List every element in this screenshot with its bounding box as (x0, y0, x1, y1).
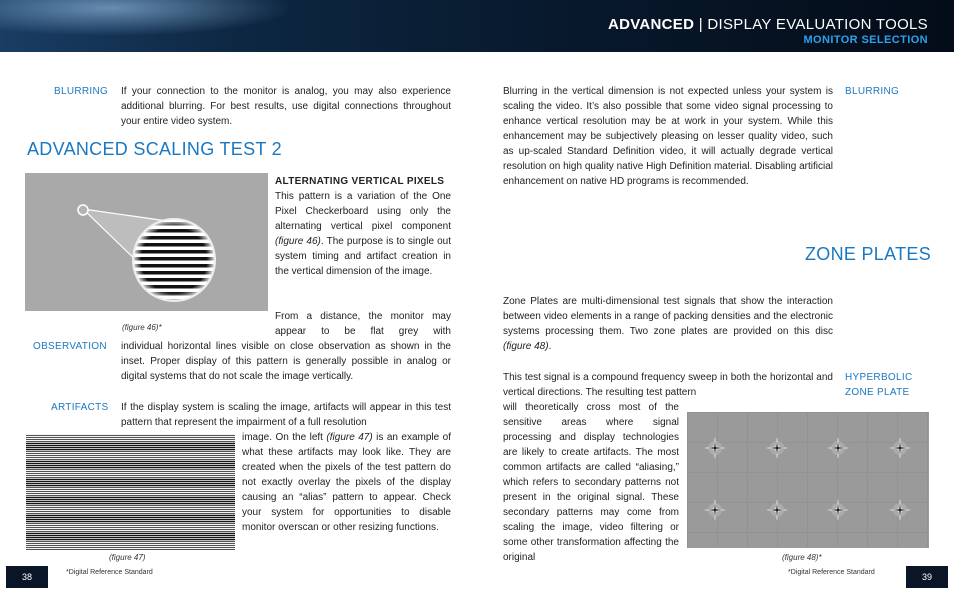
footnote-right: *Digital Reference Standard (788, 569, 875, 576)
figure-46-caption: (figure 46)* (122, 323, 162, 332)
section-title-scaling: ADVANCED SCALING TEST 2 (27, 139, 282, 159)
magnifier-inset-graphic (25, 173, 268, 311)
alternating-subhead: ALTERNATING VERTICAL PIXELS (275, 176, 445, 187)
blurring-label: BLURRING (54, 86, 109, 97)
figure-47-image (26, 434, 235, 550)
sweep-continued-paragraph: will theoretically cross most of the sensitive areas where signal processing and display technologies are likely to create artifacts. The most common artifacts are called “aliasing,” which refers to secondary patterns not present in the original signal. These secondary patterns may come from scaling the image, video filtering or some other transformation affecting the original (503, 402, 679, 563)
footnote-left: *Digital Reference Standard (66, 569, 153, 576)
hyperbolic-label-line2: ZONE PLATE (845, 387, 910, 398)
scaling-intro-paragraph: This pattern is a variation of the One Pixel Checkerboard using only the alternating vertical pixel component (figure 46). The purpose is to single out system timing and artifact creation in the vertical dimension of the image. (275, 191, 451, 277)
artifacts-continued-paragraph: image. On the left (figure 47) is an example of what these artifacts may look like. They are created when the pixels of the test pattern do not exactly overlay the pixels of the display causing an “alias” pattern to appear. Check your system for opportunities to disable monitor overscan or other resizing functions. (242, 432, 451, 533)
sweep-paragraph: This test signal is a compound frequency sweep in both the horizontal and vertical directions. The resulting test pattern (503, 372, 833, 398)
blurring-right-paragraph: Blurring in the vertical dimension is not expected unless your system is scaling the video. It’s also possible that some video signal processing to enhance vertical resolution may be at work in your system. While this enhancement may be subjectively pleasing on lesser quality video, such as up-scaled Standard Definition video, it will actually degrade vertical resolution on high quality native High Definition material. Disabling artificial enhancement on native HD programs is recommended. (503, 86, 833, 187)
artifacts-label: ARTIFACTS (51, 402, 109, 413)
page-header (0, 0, 954, 52)
header-title: ADVANCED | DISPLAY EVALUATION TOOLS (607, 16, 928, 33)
header-subtitle: MONITOR SELECTION (803, 34, 928, 46)
observation-label: OBSERVATION (33, 341, 107, 352)
blurring-paragraph: If your connection to the monitor is analog, you may also experience additional blurring. For best results, use digital connections throughout your entire video system. (121, 86, 451, 127)
hyperbolic-label-line1: HYPERBOLIC (845, 372, 913, 383)
figure-48-image (687, 412, 929, 548)
artifacts-paragraph: If the display system is scaling the image, artifacts will appear in this test pattern that represent the impairment of a full resolution (121, 402, 451, 428)
figure-47-caption: (figure 47) (109, 553, 146, 562)
page-number-left: 38 (6, 566, 48, 588)
distance-paragraph: From a distance, the monitor may appear to be flat grey with (275, 311, 451, 337)
blurring-right-label: BLURRING (845, 86, 900, 97)
alias-band-overlay (26, 434, 235, 550)
observation-paragraph: individual horizontal lines visible on close observation as shown in the inset. Proper display of this pattern is generally possible in analog or digital systems that do not scale the image vertically. (121, 341, 451, 382)
section-title-zone-plates: ZONE PLATES (805, 244, 931, 264)
zone-plates-paragraph: Zone Plates are multi-dimensional test signals that show the interaction between video elements in a range of packing densities and the electronic systems processing them. Two zone plates are provided on this disc (figure 48). (503, 296, 833, 352)
figure-46-image (25, 173, 268, 311)
page-number-right: 39 (906, 566, 948, 588)
figure-48-caption: (figure 48)* (782, 553, 822, 562)
zone-plate-graphic (687, 412, 929, 548)
